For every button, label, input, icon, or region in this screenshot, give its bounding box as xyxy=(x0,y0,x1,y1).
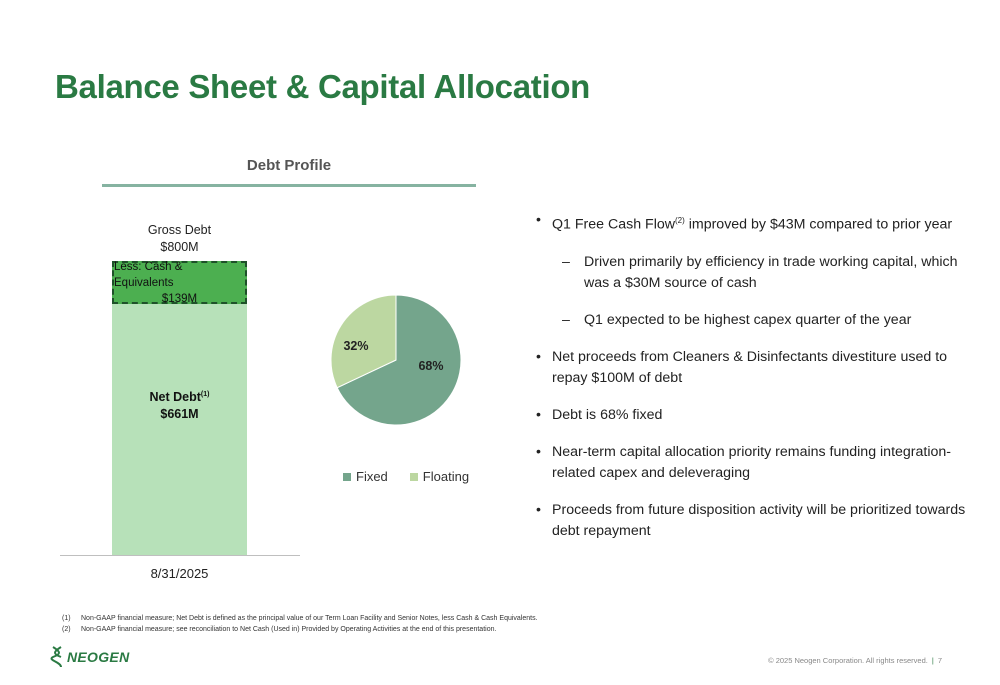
bullet-debt-fixed: • Debt is 68% fixed xyxy=(534,405,974,426)
footnote-ref: (2) xyxy=(675,216,685,225)
bullet-text: Q1 Free Cash Flow xyxy=(552,216,675,233)
bullet-disposition-proceeds: • Proceeds from future disposition activity will be prioritized towards debt repayment xyxy=(534,500,974,542)
cash-equivalents-segment xyxy=(112,261,247,304)
net-debt-text: Net Debt xyxy=(149,390,201,405)
bullet-divestiture: • Net proceeds from Cleaners & Disinfectants divestiture used to repay $100M of debt xyxy=(534,347,974,389)
legend-swatch-floating xyxy=(410,473,418,481)
page-title: Balance Sheet & Capital Allocation xyxy=(55,68,591,105)
pie-label-fixed: 68% xyxy=(418,359,444,373)
bullet-text-cont: improved by $43M compared to prior year xyxy=(684,216,953,233)
bar-x-label: 8/31/2025 xyxy=(150,566,209,581)
footnote-number: (1) xyxy=(62,615,71,622)
pie-legend xyxy=(343,469,491,484)
footer-separator: | xyxy=(931,656,934,665)
net-debt-label xyxy=(112,386,247,423)
sub-bullet-working-capital: – Driven primarily by efficiency in trade working capital, which was a $30M source of cash xyxy=(534,252,974,294)
debt-profile-header: Debt Profile xyxy=(246,157,332,174)
net-debt-value: $661M xyxy=(160,407,199,422)
bar-axis-line xyxy=(60,555,300,556)
footnote-2 xyxy=(62,624,538,635)
gross-debt-value: $800M xyxy=(160,240,199,254)
net-debt-bar xyxy=(112,304,247,555)
footnote-text: Non-GAAP financial measure; see reconciliation to Net Cash (Used in) Provided by Operating Activities at the end of this presentation. xyxy=(81,626,497,633)
legend-label-fixed: Fixed xyxy=(356,469,388,484)
footnotes xyxy=(62,613,538,635)
net-debt-footnote: (1) xyxy=(200,391,210,398)
cash-label: Less: Cash & Equivalents xyxy=(114,260,183,289)
footnote-text: Non-GAAP financial measure; Net Debt is defined as the principal value of our Term Loan Facility and Senior Notes, less Cash & Cash Equivalents. xyxy=(81,615,538,622)
neogen-logo xyxy=(50,646,129,668)
legend-item-floating xyxy=(410,469,469,484)
sub-bullet-capex: – Q1 expected to be highest capex quarter of the year xyxy=(534,310,974,331)
key-points-list xyxy=(534,210,974,558)
pie-label-floating: 32% xyxy=(343,339,369,353)
section-divider xyxy=(102,184,476,187)
dna-icon xyxy=(50,646,64,668)
copyright-footer xyxy=(768,656,942,665)
logo-text: NEOGEN xyxy=(67,649,130,665)
legend-swatch-fixed xyxy=(343,473,351,481)
legend-item-fixed xyxy=(343,469,388,484)
legend-label-floating: Floating xyxy=(422,469,470,484)
bullet-capital-allocation: • Near-term capital allocation priority remains funding integration-related capex and deleveraging xyxy=(534,442,974,484)
debt-mix-pie-chart xyxy=(318,270,478,455)
cash-value: $139M xyxy=(161,292,198,305)
gross-debt-text: Gross Debt xyxy=(147,223,212,237)
gross-debt-label xyxy=(112,222,247,256)
page-number: 7 xyxy=(937,656,942,665)
bullet-free-cash-flow xyxy=(534,210,974,236)
footnote-1 xyxy=(62,613,538,624)
footnote-number: (2) xyxy=(62,626,71,633)
copyright-text: © 2025 Neogen Corporation. All rights reserved. xyxy=(768,656,928,665)
